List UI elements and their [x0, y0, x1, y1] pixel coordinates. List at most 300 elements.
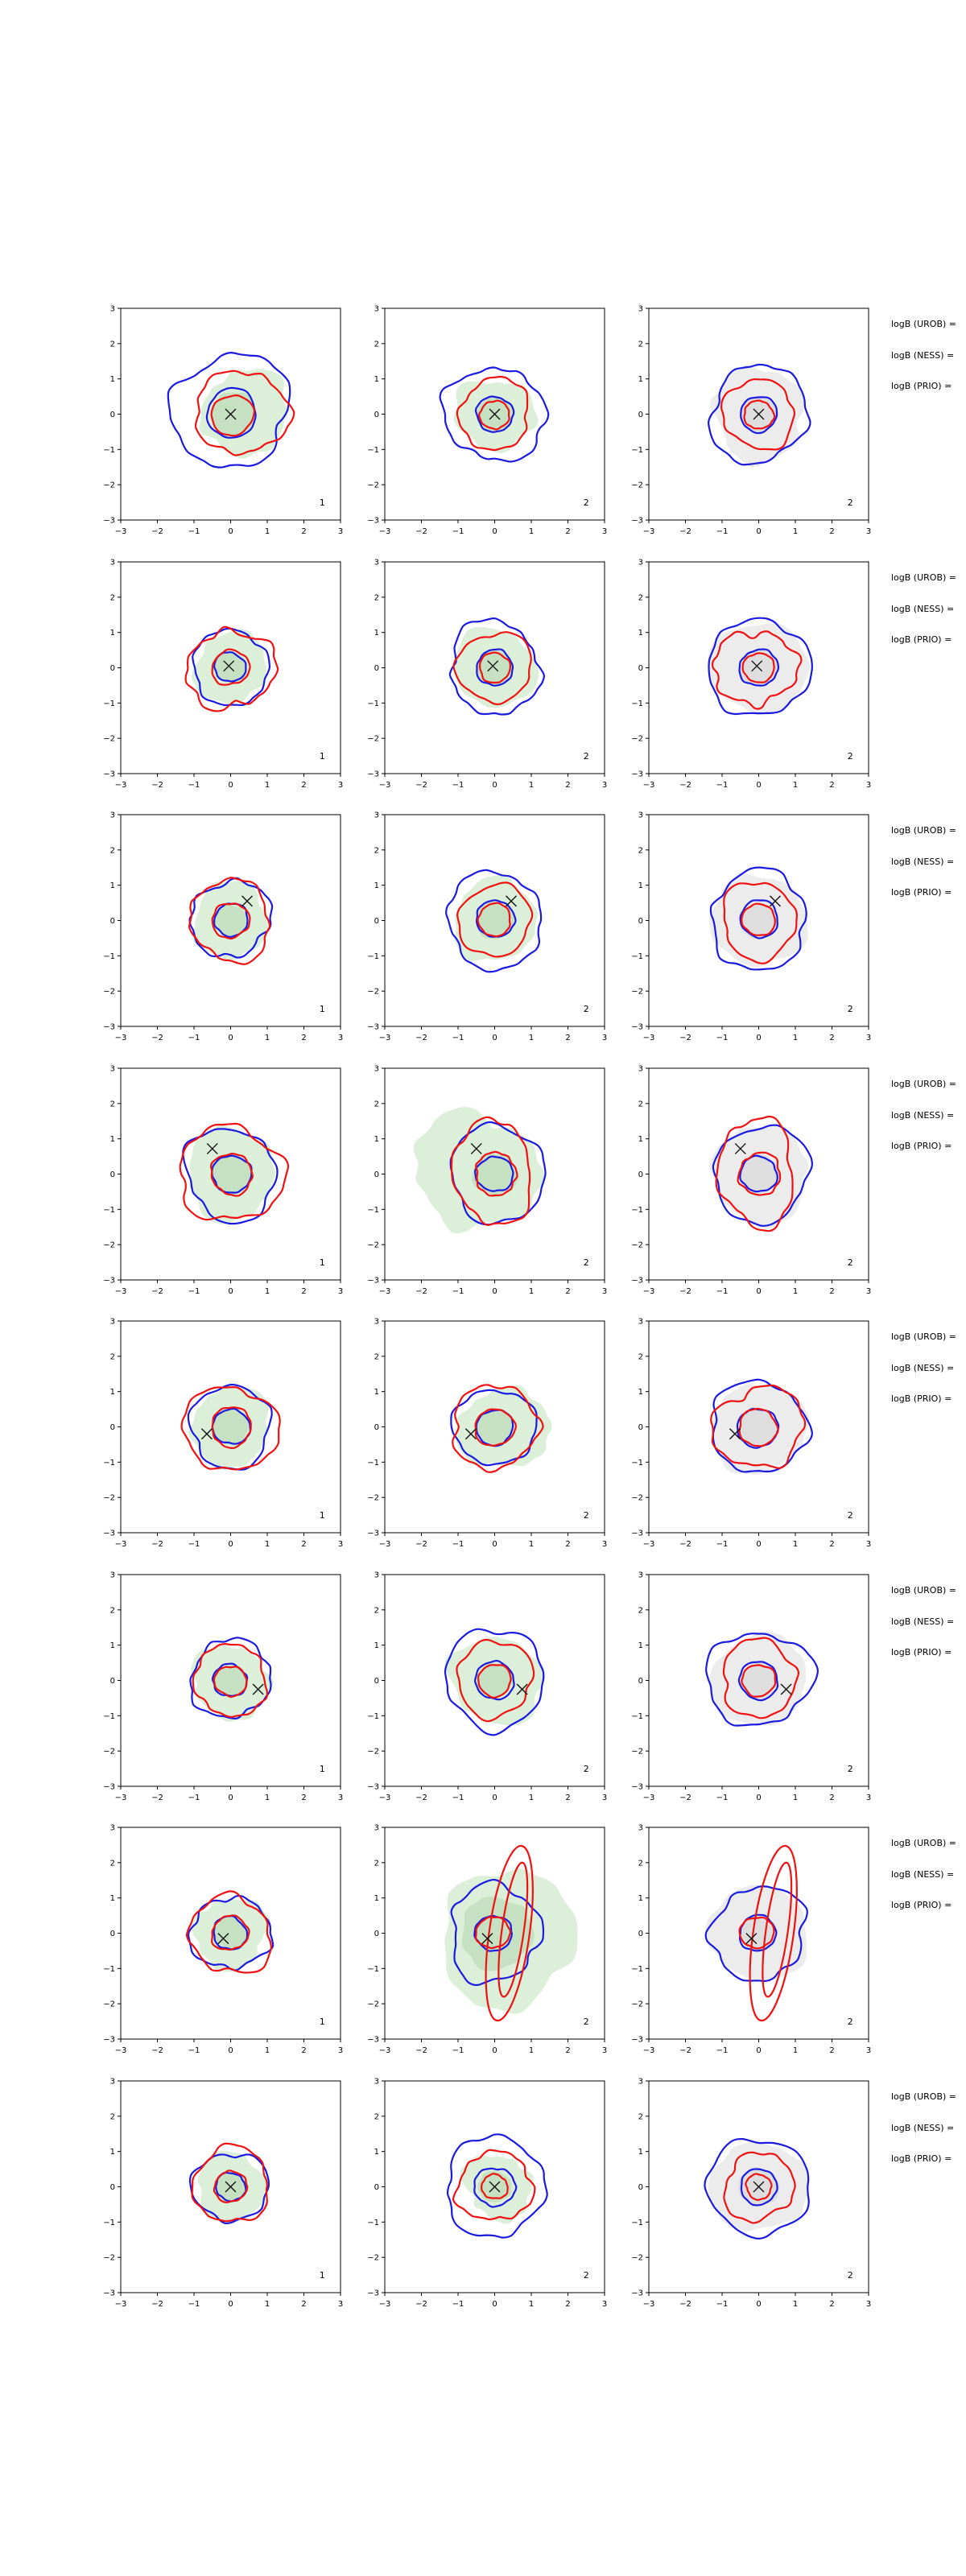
y-tick-label: 3 [638, 2077, 643, 2087]
y-tick-label: 0 [109, 2183, 115, 2192]
y-tick-label: 0 [374, 1677, 379, 1686]
panel-corner-label: 2 [847, 2017, 853, 2028]
x-tick-label: −2 [415, 527, 427, 536]
x-tick-label: 3 [865, 1034, 872, 1042]
x-tick-label: −1 [452, 2300, 464, 2309]
subplot-r6c3 [613, 1565, 881, 1811]
x-tick-label: −2 [679, 1287, 691, 1296]
x-tick-label: −1 [452, 1034, 464, 1042]
bayes-factor-label: logB (PRIO) = [891, 381, 952, 391]
panel-corner-label: 2 [847, 497, 853, 509]
x-tick-label: −2 [151, 527, 163, 536]
x-tick-label: 0 [756, 527, 762, 536]
y-tick-label: 3 [109, 811, 115, 820]
y-tick-label: −1 [367, 952, 379, 961]
x-tick-label: 0 [492, 781, 497, 790]
x-tick-label: 1 [792, 1287, 799, 1296]
y-tick-label: 2 [109, 1859, 115, 1868]
x-tick-label: −3 [378, 527, 391, 536]
x-tick-label: −2 [679, 1794, 691, 1802]
y-tick-label: −3 [103, 1529, 115, 1538]
x-tick-label: 1 [528, 1034, 535, 1042]
x-tick-label: 3 [337, 1794, 344, 1802]
x-tick-label: −3 [114, 1794, 127, 1802]
y-tick-label: 2 [374, 1100, 379, 1109]
x-tick-label: 3 [865, 1540, 872, 1549]
subplot-r5c1 [85, 1311, 353, 1558]
y-tick-label: −3 [631, 2035, 643, 2045]
x-tick-label: 1 [264, 1540, 270, 1549]
x-tick-label: −2 [151, 781, 163, 790]
y-tick-label: 1 [374, 2148, 379, 2157]
y-tick-label: 0 [638, 1677, 643, 1686]
x-tick-label: −1 [188, 1034, 200, 1042]
y-tick-label: −3 [367, 1022, 379, 1032]
y-tick-label: 0 [374, 917, 379, 926]
x-tick-label: 3 [601, 1034, 608, 1042]
x-tick-label: 0 [756, 1287, 762, 1296]
y-tick-label: 3 [374, 2077, 379, 2087]
y-tick-label: −1 [367, 1205, 379, 1215]
x-tick-label: −1 [188, 781, 200, 790]
panel-corner-label: 1 [319, 1764, 325, 1775]
y-tick-label: −3 [367, 770, 379, 779]
x-tick-label: −3 [114, 2300, 127, 2309]
y-tick-label: 0 [109, 917, 115, 926]
y-tick-label: 1 [374, 629, 379, 638]
y-tick-label: −1 [103, 1964, 115, 1974]
y-tick-label: 1 [109, 1894, 115, 1904]
y-tick-label: 3 [109, 1823, 115, 1833]
x-tick-label: −1 [716, 2046, 729, 2055]
y-tick-label: −2 [631, 1241, 643, 1250]
x-tick-label: 1 [528, 781, 535, 790]
x-tick-label: −2 [679, 2300, 691, 2309]
x-tick-label: 3 [601, 2046, 608, 2055]
bayes-factor-label: logB (PRIO) = [891, 634, 952, 645]
y-tick-label: 2 [638, 1606, 643, 1616]
y-tick-label: 2 [374, 846, 379, 856]
bayes-factor-label: logB (UROB) = [891, 1079, 957, 1089]
bayes-factor-label: logB (NESS) = [891, 350, 955, 361]
y-tick-label: −3 [103, 1782, 115, 1792]
y-tick-label: −1 [631, 1205, 643, 1215]
y-tick-label: −1 [103, 445, 115, 455]
x-tick-label: −1 [716, 1540, 729, 1549]
x-tick-label: 2 [829, 2300, 835, 2309]
x-tick-label: 1 [264, 781, 270, 790]
y-tick-label: 2 [109, 593, 115, 603]
subplot-r2c1 [85, 552, 353, 799]
panel-corner-label: 2 [847, 1257, 853, 1269]
y-tick-label: −1 [631, 1964, 643, 1974]
subplot-r8c3 [613, 2071, 881, 2318]
x-tick-label: 3 [865, 1794, 872, 1802]
y-tick-label: 1 [638, 1641, 643, 1651]
x-tick-label: 0 [492, 2046, 497, 2055]
bayes-factor-label: logB (PRIO) = [891, 1141, 952, 1151]
x-tick-label: 3 [601, 781, 608, 790]
panel-corner-label: 2 [583, 2270, 589, 2281]
x-tick-label: −2 [679, 2046, 691, 2055]
bayes-factor-label: logB (NESS) = [891, 857, 955, 867]
x-tick-label: 1 [792, 2046, 799, 2055]
x-tick-label: 3 [865, 2046, 872, 2055]
x-tick-label: 3 [337, 527, 344, 536]
y-tick-label: −1 [631, 1458, 643, 1468]
y-tick-label: −2 [367, 734, 379, 744]
y-tick-label: 3 [374, 558, 379, 568]
y-tick-label: −2 [631, 1747, 643, 1757]
bayes-factor-label: logB (NESS) = [891, 1616, 955, 1627]
x-tick-label: −1 [716, 2300, 729, 2309]
y-tick-label: 3 [638, 811, 643, 820]
x-tick-label: 0 [756, 1540, 762, 1549]
x-tick-label: 0 [756, 1034, 762, 1042]
x-tick-label: 0 [228, 2300, 233, 2309]
y-tick-label: 1 [109, 2148, 115, 2157]
y-tick-label: −2 [631, 1493, 643, 1503]
x-tick-label: −1 [188, 1794, 200, 1802]
y-tick-label: −3 [631, 1782, 643, 1792]
x-tick-label: −1 [188, 1540, 200, 1549]
x-tick-label: −3 [114, 1034, 127, 1042]
x-tick-label: −2 [151, 1287, 163, 1296]
y-tick-label: 1 [374, 1641, 379, 1651]
bayes-factor-label: logB (UROB) = [891, 2091, 957, 2102]
y-tick-label: −1 [367, 1964, 379, 1974]
subplot-r1c1 [85, 299, 353, 545]
y-tick-label: −2 [103, 2000, 115, 2009]
x-tick-label: −3 [378, 1794, 391, 1802]
y-tick-label: −3 [367, 2289, 379, 2298]
x-tick-label: 2 [829, 1034, 835, 1042]
x-tick-label: 2 [301, 2046, 307, 2055]
x-tick-label: −2 [151, 2300, 163, 2309]
x-tick-label: −1 [188, 1287, 200, 1296]
y-tick-label: −3 [103, 516, 115, 526]
x-tick-label: 1 [792, 1034, 799, 1042]
x-tick-label: 1 [264, 2300, 270, 2309]
y-tick-label: −2 [367, 1493, 379, 1503]
x-tick-label: 0 [756, 2046, 762, 2055]
x-tick-label: −1 [452, 527, 464, 536]
panel-corner-label: 2 [583, 1764, 589, 1775]
y-tick-label: −1 [631, 445, 643, 455]
y-tick-label: −2 [103, 987, 115, 997]
x-tick-label: −3 [378, 781, 391, 790]
x-tick-label: 1 [792, 781, 799, 790]
y-tick-label: −3 [631, 1276, 643, 1286]
subplot-r3c2 [349, 805, 617, 1051]
x-tick-label: −3 [378, 1540, 391, 1549]
y-tick-label: 1 [109, 1135, 115, 1145]
x-tick-label: −2 [679, 1540, 691, 1549]
y-tick-label: 0 [638, 664, 643, 673]
y-tick-label: −2 [631, 2253, 643, 2263]
x-tick-label: −2 [415, 1794, 427, 1802]
y-tick-label: −3 [631, 770, 643, 779]
y-tick-label: 3 [109, 1571, 115, 1580]
bayes-factor-label: logB (UROB) = [891, 572, 957, 583]
y-tick-label: −2 [367, 987, 379, 997]
x-tick-label: 3 [865, 1287, 872, 1296]
x-tick-label: −2 [415, 1287, 427, 1296]
y-tick-label: 1 [109, 1641, 115, 1651]
x-tick-label: −3 [378, 2300, 391, 2309]
y-tick-label: 0 [109, 1677, 115, 1686]
y-tick-label: −3 [367, 1782, 379, 1792]
bayes-factor-label: logB (NESS) = [891, 1110, 955, 1121]
y-tick-label: 3 [109, 1064, 115, 1074]
y-tick-label: −3 [631, 1022, 643, 1032]
y-tick-label: −3 [367, 1529, 379, 1538]
x-tick-label: 2 [565, 781, 571, 790]
x-tick-label: 2 [829, 527, 835, 536]
y-tick-label: 1 [638, 1894, 643, 1904]
bayes-factor-label: logB (PRIO) = [891, 887, 952, 898]
y-tick-label: −1 [103, 1458, 115, 1468]
y-tick-label: 1 [374, 1135, 379, 1145]
x-tick-label: 1 [528, 2300, 535, 2309]
x-tick-label: 0 [492, 1540, 497, 1549]
x-tick-label: 1 [792, 1540, 799, 1549]
x-tick-label: 1 [264, 1794, 270, 1802]
y-tick-label: −2 [103, 1493, 115, 1503]
x-tick-label: 3 [337, 1287, 344, 1296]
y-tick-label: 0 [374, 411, 379, 419]
y-tick-label: −1 [631, 2218, 643, 2227]
y-tick-label: 1 [374, 881, 379, 891]
x-tick-label: −3 [642, 1034, 655, 1042]
x-tick-label: 2 [301, 781, 307, 790]
y-tick-label: −2 [103, 481, 115, 490]
y-tick-label: 3 [109, 304, 115, 314]
y-tick-label: 3 [374, 1823, 379, 1833]
y-tick-label: 1 [638, 1388, 643, 1397]
x-tick-label: 0 [228, 781, 233, 790]
y-tick-label: −3 [631, 1529, 643, 1538]
y-tick-label: −2 [367, 1747, 379, 1757]
panel-corner-label: 1 [319, 1510, 325, 1521]
x-tick-label: −3 [114, 1540, 127, 1549]
y-tick-label: 2 [109, 846, 115, 856]
x-tick-label: −3 [114, 2046, 127, 2055]
bayes-factor-label: logB (PRIO) = [891, 2153, 952, 2164]
x-tick-label: −3 [114, 527, 127, 536]
y-tick-label: −1 [631, 952, 643, 961]
y-tick-label: 2 [374, 2112, 379, 2122]
subplot-r7c1 [85, 1818, 353, 2064]
x-tick-label: 0 [228, 1034, 233, 1042]
x-tick-label: 2 [565, 527, 571, 536]
y-tick-label: 1 [374, 1388, 379, 1397]
x-tick-label: −3 [642, 1287, 655, 1296]
x-tick-label: 2 [301, 1034, 307, 1042]
x-tick-label: 0 [228, 2046, 233, 2055]
x-tick-label: −3 [642, 527, 655, 536]
x-tick-label: 1 [264, 2046, 270, 2055]
y-tick-label: 0 [374, 1423, 379, 1432]
x-tick-label: 0 [228, 1540, 233, 1549]
panel-corner-label: 2 [583, 1004, 589, 1015]
x-tick-label: −3 [114, 1287, 127, 1296]
y-tick-label: −2 [631, 2000, 643, 2009]
y-tick-label: −2 [103, 734, 115, 744]
y-tick-label: −3 [631, 2289, 643, 2298]
y-tick-label: 0 [638, 1423, 643, 1432]
subplot-r8c1 [85, 2071, 353, 2318]
x-tick-label: 1 [528, 1794, 535, 1802]
subplot-r1c2 [349, 299, 617, 545]
subplot-r6c1 [85, 1565, 353, 1811]
y-tick-label: 0 [109, 1930, 115, 1938]
x-tick-label: 2 [301, 527, 307, 536]
y-tick-label: −3 [103, 2289, 115, 2298]
x-tick-label: 2 [829, 2046, 835, 2055]
x-tick-label: 0 [228, 1794, 233, 1802]
y-tick-label: 3 [374, 304, 379, 314]
x-tick-label: −3 [642, 781, 655, 790]
y-tick-label: 0 [109, 664, 115, 673]
subplot-r3c1 [85, 805, 353, 1051]
y-tick-label: 3 [638, 304, 643, 314]
y-tick-label: 3 [638, 1317, 643, 1327]
y-tick-label: 0 [638, 411, 643, 419]
y-tick-label: 1 [638, 2148, 643, 2157]
x-tick-label: 2 [829, 1540, 835, 1549]
x-tick-label: 1 [528, 1287, 535, 1296]
x-tick-label: −3 [642, 1794, 655, 1802]
y-tick-label: −1 [367, 1711, 379, 1721]
x-tick-label: −2 [679, 1034, 691, 1042]
bayes-factor-label: logB (NESS) = [891, 1363, 955, 1373]
y-tick-label: 3 [374, 1064, 379, 1074]
panel-corner-label: 2 [583, 1510, 589, 1521]
y-tick-label: −1 [631, 1711, 643, 1721]
panel-corner-label: 2 [847, 751, 853, 762]
y-tick-label: 2 [374, 1606, 379, 1616]
subplot-r4c2 [349, 1059, 617, 1305]
bayes-factor-label: logB (PRIO) = [891, 1900, 952, 1910]
bayes-factor-label: logB (PRIO) = [891, 1393, 952, 1404]
y-tick-label: −2 [103, 1241, 115, 1250]
y-tick-label: −1 [367, 1458, 379, 1468]
y-tick-label: 3 [109, 2077, 115, 2087]
y-tick-label: 1 [638, 1135, 643, 1145]
y-tick-label: 3 [109, 558, 115, 568]
x-tick-label: −1 [452, 781, 464, 790]
x-tick-label: 3 [337, 2046, 344, 2055]
y-tick-label: 0 [638, 2183, 643, 2192]
bayes-factor-label: logB (PRIO) = [891, 1647, 952, 1657]
y-tick-label: −3 [367, 1276, 379, 1286]
panel-corner-label: 1 [319, 751, 325, 762]
y-tick-label: −3 [103, 1022, 115, 1032]
panel-corner-label: 2 [583, 1257, 589, 1269]
x-tick-label: −2 [679, 527, 691, 536]
y-tick-label: 2 [638, 1100, 643, 1109]
x-tick-label: −1 [716, 527, 729, 536]
y-tick-label: −3 [103, 770, 115, 779]
panel-corner-label: 2 [847, 2270, 853, 2281]
y-tick-label: 0 [109, 1423, 115, 1432]
x-tick-label: −3 [378, 1034, 391, 1042]
y-tick-label: −1 [103, 2218, 115, 2227]
y-tick-label: −1 [103, 1711, 115, 1721]
x-tick-label: 0 [756, 1794, 762, 1802]
subplot-r7c3 [613, 1818, 881, 2064]
subplot-r5c3 [613, 1311, 881, 1558]
x-tick-label: 3 [865, 527, 872, 536]
y-tick-label: 2 [638, 2112, 643, 2122]
y-tick-label: −3 [631, 516, 643, 526]
x-tick-label: 1 [792, 2300, 799, 2309]
subplot-r5c2 [349, 1311, 617, 1558]
y-tick-label: 3 [638, 1571, 643, 1580]
x-tick-label: −1 [188, 2300, 200, 2309]
x-tick-label: −2 [151, 1794, 163, 1802]
y-tick-label: −1 [103, 952, 115, 961]
x-tick-label: −2 [415, 1540, 427, 1549]
y-tick-label: 3 [374, 1317, 379, 1327]
x-tick-label: −2 [679, 781, 691, 790]
y-tick-label: −3 [103, 1276, 115, 1286]
y-tick-label: 3 [374, 811, 379, 820]
x-tick-label: −1 [452, 1287, 464, 1296]
x-tick-label: 0 [492, 527, 497, 536]
x-tick-label: −1 [716, 781, 729, 790]
x-tick-label: 0 [492, 1034, 497, 1042]
x-tick-label: 0 [228, 527, 233, 536]
x-tick-label: −3 [642, 1540, 655, 1549]
panel-corner-label: 1 [319, 497, 325, 509]
y-tick-label: −2 [367, 1241, 379, 1250]
x-tick-label: 1 [528, 527, 535, 536]
x-tick-label: −3 [378, 2046, 391, 2055]
y-tick-label: 2 [109, 1352, 115, 1362]
y-tick-label: 3 [109, 1317, 115, 1327]
subplot-r6c2 [349, 1565, 617, 1811]
y-tick-label: 0 [374, 1170, 379, 1179]
x-tick-label: 2 [301, 1540, 307, 1549]
x-tick-label: 0 [228, 1287, 233, 1296]
y-tick-label: −1 [631, 699, 643, 708]
y-tick-label: −2 [103, 2253, 115, 2263]
x-tick-label: −1 [716, 1794, 729, 1802]
y-tick-label: 3 [638, 1823, 643, 1833]
y-tick-label: −2 [631, 734, 643, 744]
x-tick-label: 0 [756, 2300, 762, 2309]
x-tick-label: 2 [565, 1287, 571, 1296]
x-tick-label: 1 [528, 1540, 535, 1549]
panel-corner-label: 2 [847, 1004, 853, 1015]
x-tick-label: 3 [337, 2300, 344, 2309]
y-tick-label: 0 [638, 1930, 643, 1938]
x-tick-label: 3 [865, 2300, 872, 2309]
y-tick-label: 3 [374, 1571, 379, 1580]
x-tick-label: −1 [188, 527, 200, 536]
x-tick-label: 2 [829, 1287, 835, 1296]
x-tick-label: −1 [452, 1794, 464, 1802]
bayes-factor-label: logB (NESS) = [891, 1869, 955, 1880]
bayes-factor-label: logB (UROB) = [891, 1331, 957, 1342]
y-tick-label: 2 [109, 340, 115, 349]
y-tick-label: 0 [109, 411, 115, 419]
y-tick-label: −1 [103, 699, 115, 708]
x-tick-label: 2 [829, 1794, 835, 1802]
x-tick-label: −2 [415, 2300, 427, 2309]
